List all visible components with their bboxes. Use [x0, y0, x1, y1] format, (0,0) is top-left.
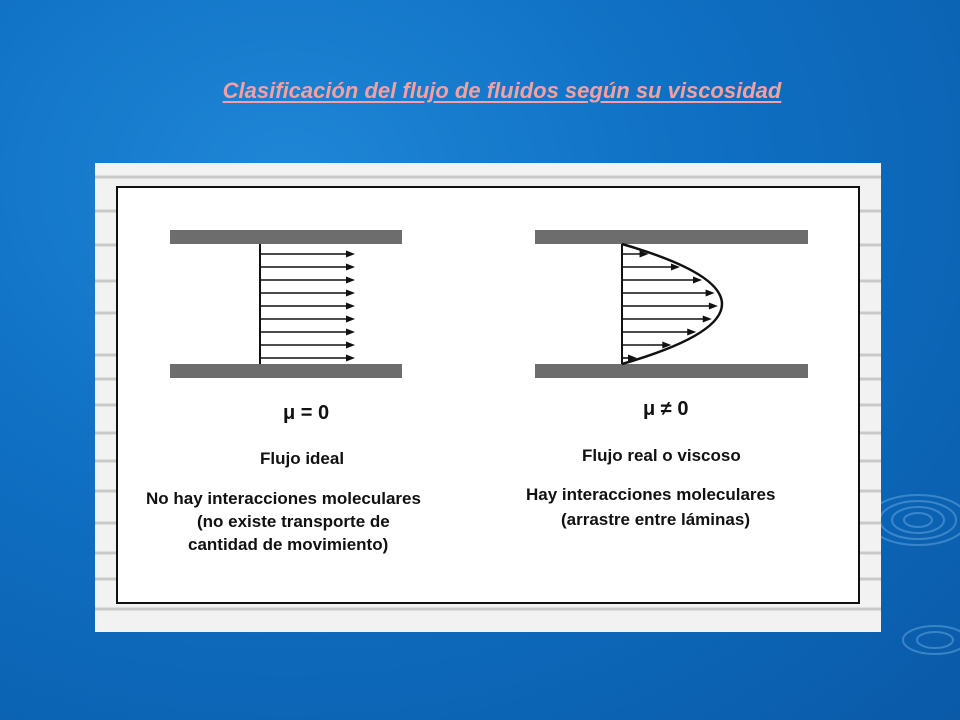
slide-title: Clasificación del flujo de fluidos según su viscosidad — [222, 78, 782, 103]
ideal-flow-desc-line3: cantidad de movimiento) — [188, 535, 389, 554]
bottom-wall-left — [170, 364, 402, 378]
ideal-flow-desc-line2: (no existe transporte de — [197, 512, 390, 531]
mu-not-zero-label: μ ≠ 0 — [643, 398, 689, 420]
mu-equals-zero-label: μ = 0 — [283, 402, 330, 424]
viscous-flow-desc-line1: Hay interacciones moleculares — [526, 485, 776, 504]
top-wall-left — [170, 230, 402, 244]
top-wall-right — [535, 230, 808, 244]
ideal-flow-label: Flujo ideal — [260, 449, 345, 468]
viscous-flow-desc-line2: (arrastre entre láminas) — [561, 510, 750, 529]
viscous-flow-label: Flujo real o viscoso — [582, 446, 741, 465]
bottom-wall-right — [535, 364, 808, 378]
ideal-flow-desc-line1: No hay interacciones moleculares — [146, 489, 421, 508]
uniform-velocity-arrows — [260, 251, 355, 362]
flow-diagram-figure — [95, 163, 881, 632]
